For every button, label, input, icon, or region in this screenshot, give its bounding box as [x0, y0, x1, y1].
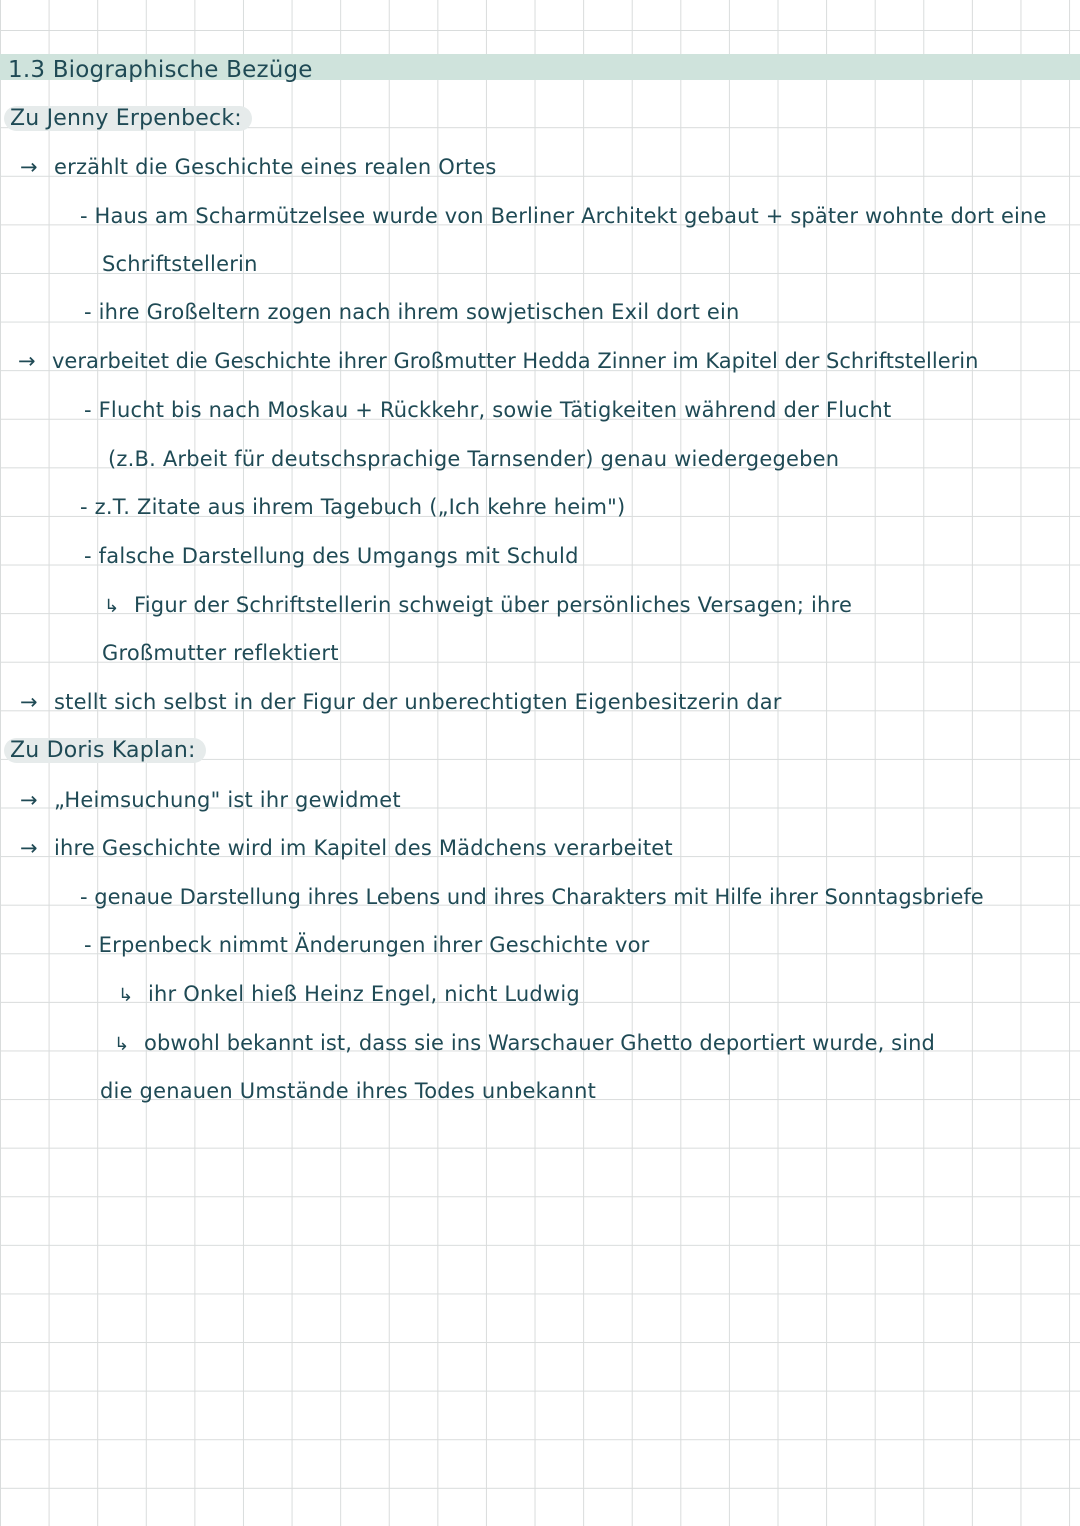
jenny-point-2-sub-2: - z.T. Zitate aus ihrem Tagebuch („Ich kehre heim"): [80, 495, 626, 519]
jenny-point-1: → erzählt die Geschichte eines realen Ortes: [20, 155, 497, 179]
sub-arrow-icon: ↳: [118, 985, 134, 1006]
doris-point-1: → „Heimsuchung" ist ihr gewidmet: [20, 788, 401, 812]
doris-point-2-sub-2-detail-1: ↳ ihr Onkel hieß Heinz Engel, nicht Ludwig: [118, 980, 580, 1010]
jenny-point-2-sub-1-cont: (z.B. Arbeit für deutschsprachige Tarnsender) genau wiedergegeben: [108, 447, 840, 471]
jenny-point-2-sub-1: - Flucht bis nach Moskau + Rückkehr, sowie Tätigkeiten während der Flucht: [84, 398, 892, 422]
jenny-point-1-sub-1: - Haus am Scharmützelsee wurde von Berliner Architekt gebaut + später wohnte dort eine: [80, 204, 1047, 228]
doris-point-2-sub-2: - Erpenbeck nimmt Änderungen ihrer Geschichte vor: [84, 933, 650, 957]
heading-jenny-erpenbeck: Zu Jenny Erpenbeck:: [4, 106, 252, 131]
doris-point-2: → ihre Geschichte wird im Kapitel des Mädchens verarbeitet: [20, 836, 673, 860]
sub-arrow-icon: ↳: [114, 1034, 130, 1055]
doris-point-2-sub-2-detail-2: ↳ obwohl bekannt ist, dass sie ins Warschauer Ghetto deportiert wurde, sind: [114, 1029, 935, 1059]
arrow-icon: →: [20, 788, 38, 812]
jenny-point-2-sub-3-detail-cont: Großmutter reflektiert: [102, 641, 339, 665]
jenny-point-2: → verarbeitet die Geschichte ihrer Großmutter Hedda Zinner im Kapitel der Schriftstellerin: [18, 349, 979, 373]
doris-point-2-sub-1: - genaue Darstellung ihres Lebens und ihres Charakters mit Hilfe ihrer Sonntagsbriefe: [80, 885, 984, 909]
doris-point-2-sub-2-detail-2-cont: die genauen Umstände ihres Todes unbekannt: [100, 1079, 597, 1103]
heading-doris-kaplan: Zu Doris Kaplan:: [4, 738, 206, 763]
arrow-icon: →: [20, 690, 38, 714]
sub-arrow-icon: ↳: [104, 596, 120, 617]
jenny-point-3: → stellt sich selbst in der Figur der unberechtigten Eigenbesitzerin dar: [20, 690, 782, 714]
jenny-point-2-sub-3: - falsche Darstellung des Umgangs mit Schuld: [84, 544, 579, 568]
jenny-point-1-sub-2: - ihre Großeltern zogen nach ihrem sowjetischen Exil dort ein: [84, 300, 740, 324]
arrow-icon: →: [20, 155, 38, 179]
jenny-point-1-sub-1-cont: Schriftstellerin: [102, 252, 258, 276]
arrow-icon: →: [18, 349, 36, 373]
arrow-icon: →: [20, 836, 38, 860]
section-title: 1.3 Biographische Bezüge: [8, 57, 313, 83]
jenny-point-2-sub-3-detail: ↳ Figur der Schriftstellerin schweigt über persönliches Versagen; ihre: [104, 591, 852, 621]
